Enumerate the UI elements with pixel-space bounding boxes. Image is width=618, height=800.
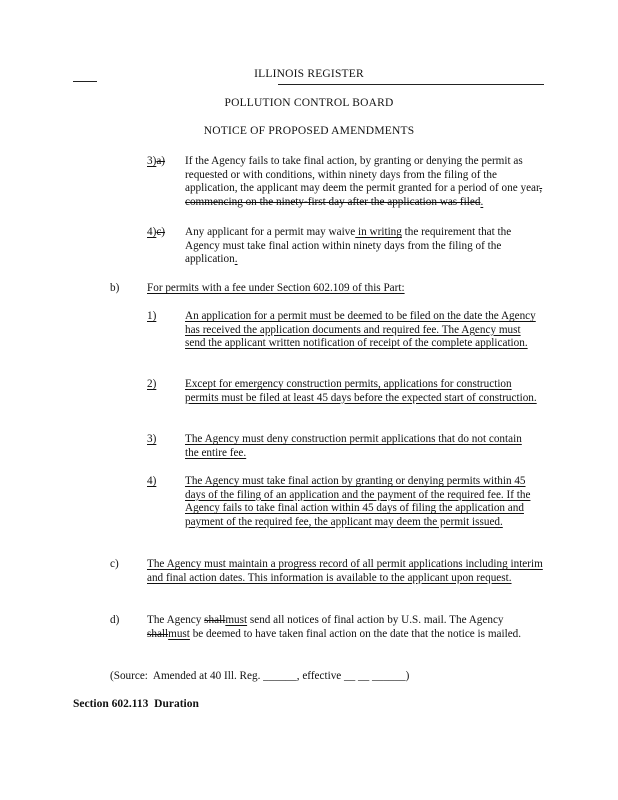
header-left-rule (73, 81, 97, 82)
item-3-old-label: a) (156, 155, 166, 167)
item-b-text: For permits with a fee under Section 602.109 of this Part: (147, 282, 405, 294)
item-d-text-1: The Agency (147, 614, 205, 626)
item-c-label: c) (110, 558, 119, 570)
item-3-text-end: . (480, 195, 484, 208)
item-c-text: The Agency must maintain a progress record of all permit applications including interim and final action dates. This information is available to the applicant upon request. (147, 558, 543, 584)
b-item-4-label: 4) (147, 475, 157, 487)
item-d-struck-2: shall (147, 627, 169, 640)
item-4-label (147, 226, 165, 238)
item-4-text-end: . (234, 253, 238, 266)
item-d-label: d) (110, 614, 120, 626)
register-title: ILLINOIS REGISTER (254, 68, 364, 80)
item-4-new-label: 4) (147, 226, 157, 238)
item-4-old-label: c) (156, 226, 166, 238)
item-4-text-rest: the requirement that the Agency must take final action within ninety days from the filing of the application (185, 226, 512, 266)
item-4-text (185, 226, 537, 267)
next-section-heading: Section 602.113 Duration (73, 698, 199, 710)
item-4-text-main: Any applicant for a permit may waive (185, 226, 356, 238)
item-d-text-2: send all notices of final action by U.S. mail. The Agency (247, 614, 504, 626)
item-3-text-struck: , commencing on the ninety-first day after the application was filed (185, 182, 543, 208)
item-4-text-inserted: in writing (355, 226, 402, 238)
item-d-text (147, 614, 542, 641)
item-3-label (147, 155, 165, 167)
item-3-text-main: If the Agency fails to take final action, by granting or denying the permit as requested or with conditions, within ninety days from the filing of the application, the applicant may deem the permit granted for a period of one year (185, 155, 540, 195)
b-item-1-text: An application for a permit must be deemed to be filed on the date the Agency has received the application documents and required fee. The Agency must send the applicant written notification of receipt of the complete application. (185, 310, 536, 350)
item-d-text-3: be deemed to have taken final action on the date that the notice is mailed. (189, 627, 522, 640)
b-item-2-label: 2) (147, 378, 157, 390)
source-note: (Source: Amended at 40 Ill. Reg. ______, effective __ __ ______) (110, 670, 410, 682)
b-item-2-text: Except for emergency construction permits, applications for construction permits must be filed at least 45 days before the expected start of construction. (185, 378, 537, 404)
item-d-inserted-2: must (168, 627, 190, 640)
header-right-rule (278, 84, 544, 85)
board-title: POLLUTION CONTROL BOARD (224, 97, 394, 109)
b-item-4-text: The Agency must take final action by granting or denying permits within 45 days of the filing of an application and the payment of the required fee. If the Agency fails to take final action within 45 days of filing the application and payment of the required fee, the applicant may deem the permit issued. (185, 475, 531, 528)
b-item-1-label: 1) (147, 310, 157, 322)
b-item-3-text: The Agency must deny construction permit applications that do not contain the entire fee. (185, 433, 522, 459)
item-3-new-label: 3) (147, 155, 157, 167)
item-3-text (185, 155, 545, 209)
b-item-3-label: 3) (147, 433, 157, 445)
item-b-label: b) (110, 282, 120, 294)
item-d-inserted-1: must (225, 614, 248, 626)
item-d-struck-1: shall (204, 614, 226, 626)
notice-title: NOTICE OF PROPOSED AMENDMENTS (203, 125, 415, 137)
